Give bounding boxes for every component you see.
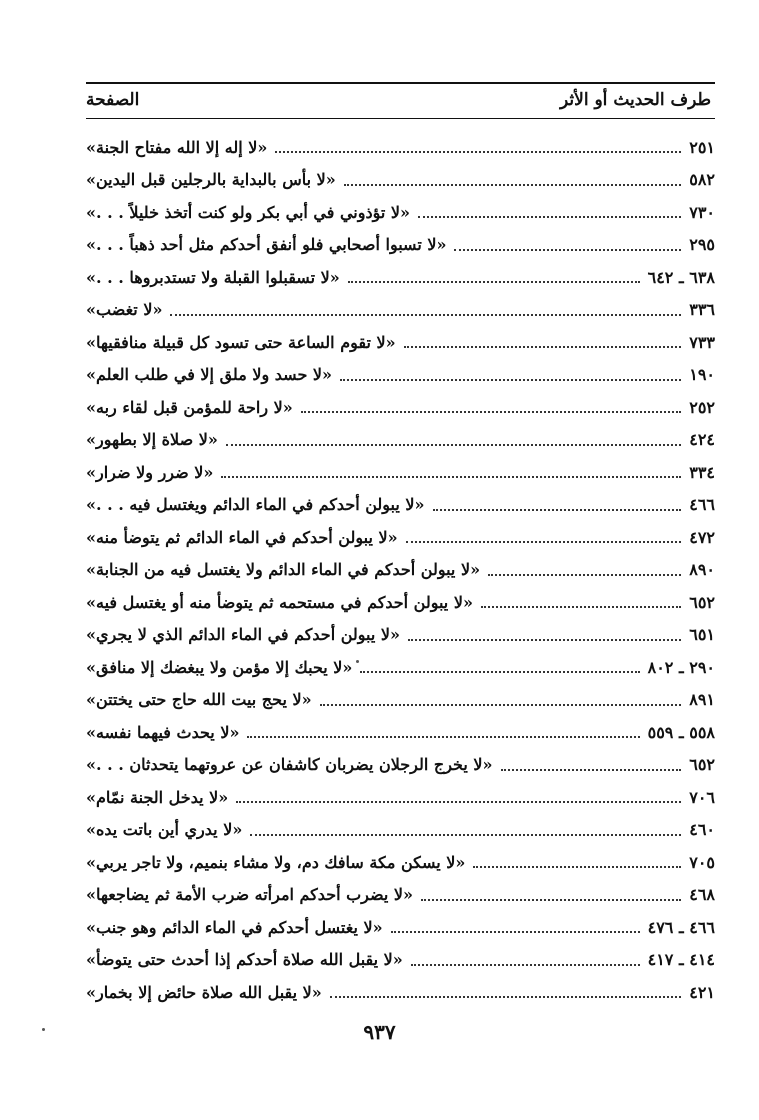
dot-leader (481, 606, 681, 608)
list-item (86, 976, 715, 1009)
entry-page: ٦٥٢ (689, 755, 715, 775)
entry-page: ٣٣٦ (689, 300, 715, 320)
entry-page: ٨٩٠ (689, 560, 715, 580)
entry-page: ١٩٠ (689, 365, 715, 385)
scan-speck (42, 1028, 45, 1031)
entry-page: ٤٦٨ (689, 885, 715, 905)
list-item (86, 911, 715, 944)
entry-page: ٨٩١ (689, 690, 715, 710)
entry-page: ٧٠٦ (689, 787, 715, 807)
dot-leader (408, 639, 681, 641)
list-item (86, 684, 715, 717)
entry-page: ٢٥٢ (689, 397, 715, 417)
entry-text: «لا صلاة إلا بطهور» (86, 430, 218, 450)
entry-text: «لا تؤذوني في أبي بكر ولو كنت أتخذ خليلاً . . .» (86, 202, 411, 222)
list-item (86, 294, 715, 327)
entry-page: ٥٨٢ (689, 170, 715, 190)
dot-leader (421, 899, 681, 901)
entry-page: ٢٩٠ ـ ٨٠٢ (647, 657, 715, 677)
entry-text: «لا يحبك إلا مؤمن ولا يبغضك إلا منافق» (86, 657, 353, 677)
entry-page: ٥٥٨ ـ ٥٥٩ (647, 722, 715, 742)
dot-leader (488, 574, 681, 576)
dot-leader (360, 671, 639, 673)
list-item (86, 716, 715, 749)
entry-text: «لا يغتسل أحدكم في الماء الدائم وهو جنب» (86, 917, 383, 937)
list-item (86, 456, 715, 489)
list-item (86, 651, 715, 684)
dot-leader (250, 834, 681, 836)
list-item (86, 586, 715, 619)
entry-page: ٤٧٢ (689, 527, 715, 547)
index-list (86, 131, 715, 1009)
entry-text: «لا تسقبلوا القبلة ولا تستدبروها . . .» (86, 267, 340, 287)
entry-text: «لا إله إلا الله مفتاح الجنة» (86, 137, 268, 157)
list-item (86, 424, 715, 457)
entry-text: «لا تسبوا أصحابي فلو أنفق أحدكم مثل أحد ذهباً . . .» (86, 235, 447, 255)
dot-leader (330, 996, 681, 998)
dot-leader (340, 379, 681, 381)
entry-page: ٣٣٤ (689, 462, 715, 482)
list-item (86, 131, 715, 164)
dot-leader (301, 411, 681, 413)
entry-page: ٤١٤ ـ ٤١٧ (647, 950, 715, 970)
list-item (86, 554, 715, 587)
page-number: ٩٣٧ (363, 1020, 396, 1044)
entry-text: «لا يبولن أحدكم في الماء الدائم الذي لا يجري» (86, 625, 401, 645)
entry-page: ٧٣٠ (689, 202, 715, 222)
entry-page: ٦٣٨ ـ ٦٤٢ (647, 267, 715, 287)
entry-text: «لا يضرب أحدكم امرأته ضرب الأمة ثم يضاجعها» (86, 885, 414, 905)
entry-text: «لا ضرر ولا ضرار» (86, 462, 214, 482)
entry-page: ٤٢٤ (689, 430, 715, 450)
list-item (86, 489, 715, 522)
entry-text: «لا يقبل الله صلاة حائض إلا بخمار» (86, 982, 322, 1002)
entry-page: ٤٦٠ (689, 820, 715, 840)
dot-leader (320, 704, 682, 706)
dot-leader (406, 541, 682, 543)
dot-leader (391, 931, 640, 933)
column-title-page: الصفحة (86, 90, 140, 110)
entry-page: ٤٦٦ (689, 495, 715, 515)
list-item (86, 879, 715, 912)
dot-leader (418, 216, 681, 218)
dot-leader (247, 736, 639, 738)
dot-leader (348, 281, 640, 283)
list-item (86, 846, 715, 879)
dot-leader (344, 184, 681, 186)
index-header (86, 82, 715, 119)
list-item (86, 196, 715, 229)
list-item (86, 164, 715, 197)
entry-page: ٧٠٥ (689, 852, 715, 872)
dot-leader (226, 444, 681, 446)
list-item (86, 261, 715, 294)
column-title-hadith: طرف الحديث أو الأثر (560, 90, 711, 110)
list-item (86, 814, 715, 847)
list-item (86, 229, 715, 262)
entry-page: ٦٥١ (689, 625, 715, 645)
entry-text: «لا يبولن أحدكم في الماء الدائم ولا يغتسل فيه من الجنابة» (86, 560, 481, 580)
dot-leader (473, 866, 681, 868)
dot-leader (433, 509, 682, 511)
dot-leader (411, 964, 640, 966)
dot-leader (275, 151, 681, 153)
list-item (86, 781, 715, 814)
entry-page: ٦٥٢ (689, 592, 715, 612)
list-item (86, 326, 715, 359)
entry-page: ٢٩٥ (689, 235, 715, 255)
entry-text: «لا يدري أين باتت يده» (86, 820, 243, 840)
entry-text: «لا يسكن مكة سافك دم، ولا مشاء بنميم، ولا تاجر يربي» (86, 852, 466, 872)
entry-text: «لا يحج بيت الله حاج حتى يختتن» (86, 690, 312, 710)
list-item (86, 391, 715, 424)
entry-text: «لا بأس بالبداية بالرجلين قبل اليدين» (86, 170, 336, 190)
entry-page: ٤٦٦ ـ ٤٧٦ (647, 917, 715, 937)
entry-page: ٧٣٣ (689, 332, 715, 352)
list-item (86, 749, 715, 782)
list-item (86, 359, 715, 392)
entry-page: ٢٥١ (689, 137, 715, 157)
entry-text: «لا يدخل الجنة نمّام» (86, 787, 229, 807)
entry-text: «لا تغضب» (86, 300, 163, 320)
list-item (86, 619, 715, 652)
dot-leader (170, 314, 681, 316)
dot-leader (221, 476, 681, 478)
dot-leader (236, 801, 681, 803)
entry-text: «لا يبولن أحدكم في الماء الدائم ويغتسل فيه . . .» (86, 495, 425, 515)
entry-text: «لا يخرج الرجلان يضربان كاشفان عن عروتهما يتحدثان . . .» (86, 755, 493, 775)
dot-leader (454, 249, 681, 251)
entry-text: «لا يبولن أحدكم في مستحمه ثم يتوضأ منه أو يغتسل فيه» (86, 592, 473, 612)
list-item (86, 521, 715, 554)
dot-leader (501, 769, 682, 771)
scan-speck (356, 660, 359, 663)
entry-page: ٤٢١ (689, 982, 715, 1002)
entry-text: «لا تقوم الساعة حتى تسود كل قبيلة منافقيها» (86, 332, 396, 352)
dot-leader (404, 346, 682, 348)
entry-text: «لا راحة للمؤمن قبل لقاء ربه» (86, 397, 293, 417)
entry-text: «لا يحدث فيهما نفسه» (86, 722, 240, 742)
entry-text: «لا يقبل الله صلاة أحدكم إذا أحدث حتى يتوضأ» (86, 950, 403, 970)
list-item (86, 944, 715, 977)
entry-text: «لا حسد ولا ملق إلا في طلب العلم» (86, 365, 333, 385)
entry-text: «لا يبولن أحدكم في الماء الدائم ثم يتوضأ منه» (86, 527, 398, 547)
